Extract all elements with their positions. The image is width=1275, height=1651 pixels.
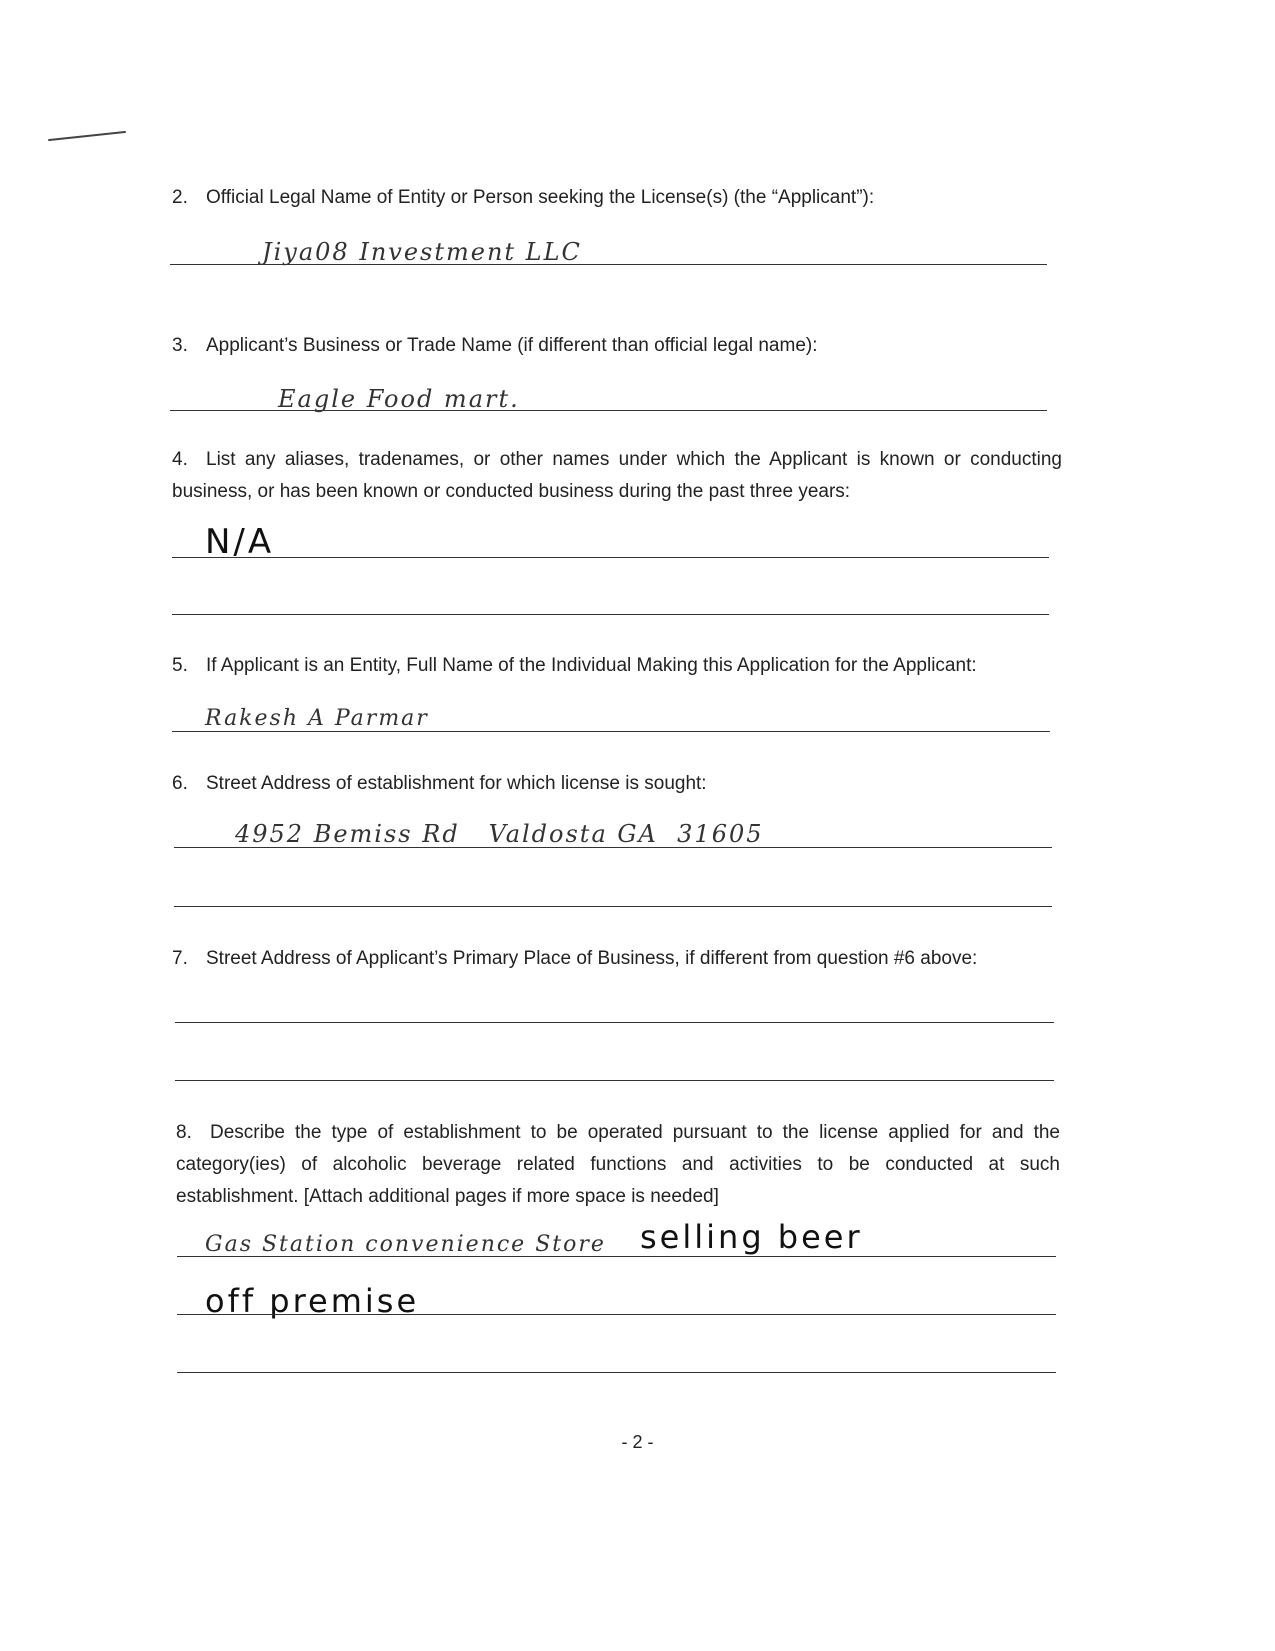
question-7 xyxy=(172,943,1062,975)
answer-legal-name: Jiya08 Investment LLC xyxy=(262,238,582,266)
question-5 xyxy=(172,650,1062,682)
answer-aliases: N/A xyxy=(205,522,275,562)
answer-line xyxy=(174,906,1052,907)
question-text: Describe the type of establishment to be operated pursuant to the license applied for and the category(ies) of alcoholic beverage related functions and activities to be conducted at such establishment. [Attach additional pages if more space is needed] xyxy=(176,1122,1060,1207)
question-number: 8. xyxy=(176,1122,192,1143)
question-number: 4. xyxy=(172,449,188,470)
page-number: - 2 - xyxy=(621,1432,654,1452)
question-number: 2. xyxy=(172,187,188,208)
question-number: 7. xyxy=(172,948,188,969)
answer-line xyxy=(170,410,1047,411)
question-number: 3. xyxy=(172,335,188,356)
answer-establishment-type-line2: off premise xyxy=(205,1282,420,1320)
answer-individual-name: Rakesh A Parmar xyxy=(205,706,429,731)
question-text: List any aliases, tradenames, or other names under which the Applicant is known or conducting business, or has been known or conducted business during the past three years: xyxy=(172,449,1062,502)
answer-establishment-type: Gas Station convenience Store xyxy=(205,1232,606,1257)
question-4 xyxy=(172,444,1062,508)
answer-line xyxy=(175,1022,1054,1023)
answer-trade-name: Eagle Food mart. xyxy=(278,385,520,413)
question-text: Street Address of Applicant’s Primary Place of Business, if different from question #6 above: xyxy=(206,948,978,969)
answer-line xyxy=(177,1372,1056,1373)
question-text: Street Address of establishment for which license is sought: xyxy=(206,773,707,794)
question-text: Official Legal Name of Entity or Person seeking the License(s) (the “Applicant”): xyxy=(206,187,875,208)
answer-line xyxy=(174,847,1052,848)
answer-line xyxy=(172,731,1050,732)
answer-line xyxy=(172,614,1049,615)
question-6 xyxy=(172,768,1062,800)
answer-line xyxy=(172,557,1049,558)
answer-line xyxy=(170,264,1047,265)
answer-establishment-type-cont: selling beer xyxy=(640,1218,863,1256)
answer-line xyxy=(175,1080,1054,1081)
question-8 xyxy=(176,1117,1060,1213)
question-number: 5. xyxy=(172,655,188,676)
answer-line xyxy=(177,1314,1056,1315)
answer-establishment-address: 4952 Bemiss Rd Valdosta GA 31605 xyxy=(235,820,764,848)
question-3 xyxy=(172,330,1062,362)
scan-mark xyxy=(48,131,126,141)
answer-line xyxy=(177,1256,1056,1257)
question-2 xyxy=(172,182,1062,214)
question-number: 6. xyxy=(172,773,188,794)
question-text: Applicant’s Business or Trade Name (if different than official legal name): xyxy=(206,335,818,356)
question-text: If Applicant is an Entity, Full Name of the Individual Making this Application for the Applicant: xyxy=(206,655,977,676)
